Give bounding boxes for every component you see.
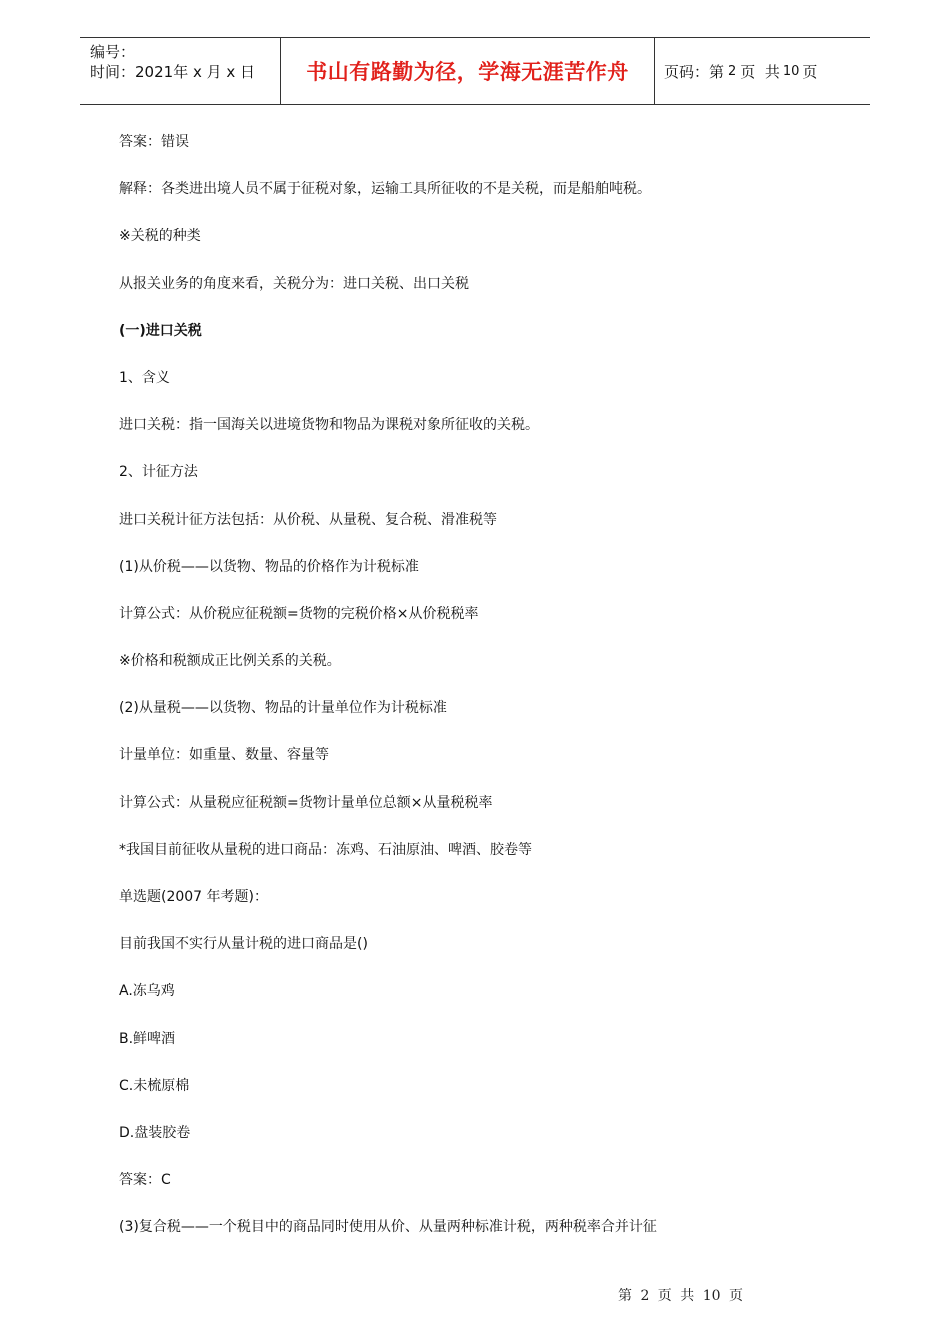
paragraph: 1、含义: [119, 369, 170, 386]
section-heading: (一)进口关税: [119, 322, 202, 339]
header-motto-cell: [281, 38, 655, 104]
page-number: 2: [728, 63, 737, 79]
time-rest: 年 x 月 x 日: [173, 63, 256, 81]
paragraph: ※关税的种类: [119, 228, 201, 245]
page-footer: 第 2 页 共 10 页: [618, 1288, 743, 1304]
option-b: B.鲜啤酒: [119, 1030, 176, 1047]
paragraph: ※价格和税额成正比例关系的关税。: [119, 653, 341, 670]
page-suffix: 页: [802, 62, 818, 81]
number-label: 编号：: [90, 43, 136, 61]
time-year: 2021: [135, 63, 174, 81]
option-a: A.冻乌鸡: [119, 983, 175, 1000]
page-total: 10: [782, 63, 800, 79]
paragraph: 2、计征方法: [119, 464, 198, 481]
answer-text: 答案：C: [119, 1172, 171, 1189]
paragraph: 解释：各类进出境人员不属于征税对象，运输工具所征收的不是关税，而是船舶吨税。: [119, 181, 651, 198]
paragraph: 计算公式：从量税应征税额=货物计量单位总额×从量税税率: [119, 794, 493, 811]
paragraph: 计量单位：如重量、数量、容量等: [119, 747, 329, 764]
motto-text: 书山有路勤为径，学海无涯苦作舟: [306, 59, 629, 84]
page-mid: 页 共: [740, 62, 780, 81]
paragraph: 单选题(2007 年考题)：: [119, 889, 269, 905]
option-d: D.盘装胶卷: [119, 1124, 191, 1141]
paragraph: (1)从价税——以货物、物品的价格作为计税标准: [119, 558, 419, 575]
time-line: [90, 62, 280, 82]
paragraph: 进口关税：指一国海关以进境货物和物品为课税对象所征收的关税。: [119, 417, 539, 434]
paragraph: (3)复合税——一个税目中的商品同时使用从价、从量两种标准计税，两种税率合并计征: [119, 1219, 657, 1236]
time-label: 时间：: [90, 63, 136, 81]
header-page-info: [655, 38, 870, 104]
paragraph: 进口关税计征方法包括：从价税、从量税、复合税、滑准税等: [119, 511, 497, 528]
option-c: C.未梳原棉: [119, 1077, 190, 1094]
header-meta: [80, 38, 281, 104]
paragraph: 计算公式：从价税应征税额=货物的完税价格×从价税税率: [119, 605, 479, 622]
paragraph: (2)从量税——以货物、物品的计量单位作为计税标准: [119, 700, 447, 717]
paragraph: 答案：错误: [119, 134, 189, 150]
document-body: [119, 131, 859, 1264]
paragraph: *我国目前征收从量税的进口商品：冻鸡、石油原油、啤酒、胶卷等: [119, 841, 532, 858]
question-text: 目前我国不实行从量计税的进口商品是(): [119, 936, 368, 953]
page-prefix: 页码：第: [664, 62, 725, 81]
page-header: [80, 37, 870, 105]
paragraph: 从报关业务的角度来看，关税分为：进口关税、出口关税: [119, 275, 469, 292]
